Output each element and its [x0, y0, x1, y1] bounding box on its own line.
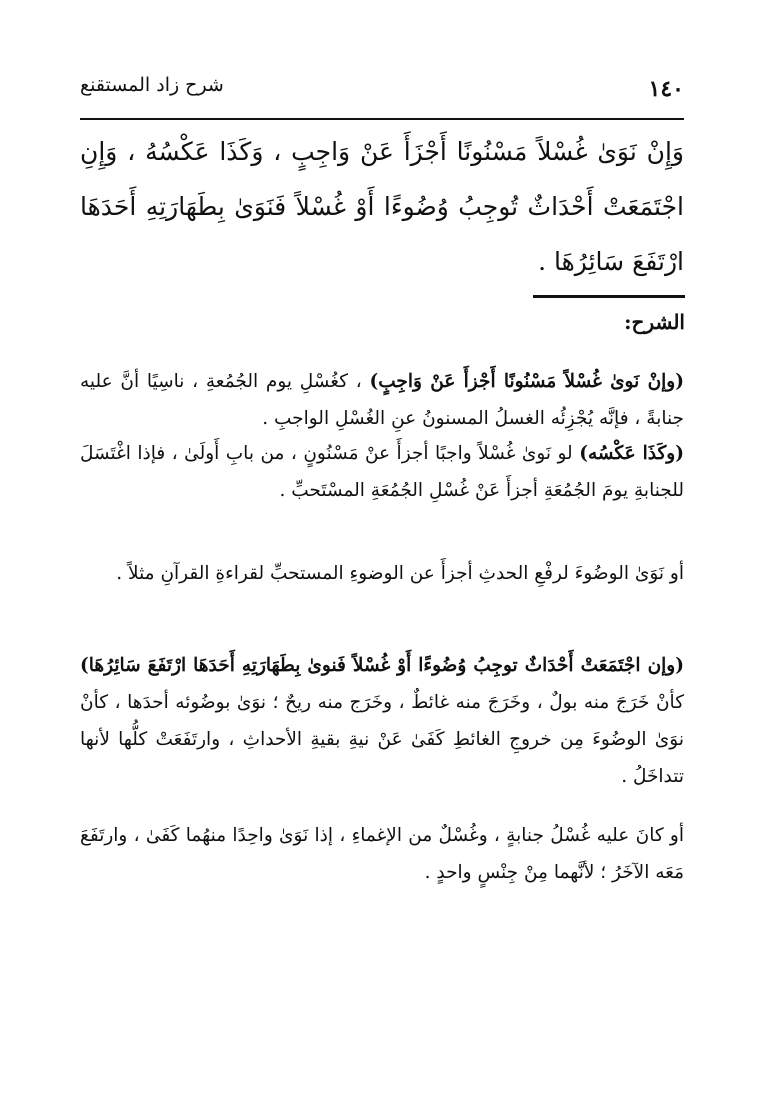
commentary-text: لو نَوىٰ غُسْلاً واجبًا أجزأَ عنْ مَسْنُونٍ ، من بابِ أَولَىٰ ، فإذا اغْتَسَلَ للجنابةِ يومَ الجُمُعَةِ أجزأَ عَنْ غُسْلِ الجُمُعَةِ المسْتَحبِّ .	[80, 443, 684, 501]
matn-quote: (وكَذَا عَكْسُه)	[579, 443, 684, 464]
sharh-heading: الشرح:	[624, 310, 685, 334]
page-number: ١٤٠	[648, 76, 684, 102]
matn-quote: (وإنْ نَوىٰ غُسْلاً مَسْنُونًا أَجْزأَ عَنْ وَاجِبٍ)	[369, 371, 684, 392]
commentary-text: أو نَوَىٰ الوضُوءَ لرفْعِ الحدثِ أجزأَ عن الوضوءِ المستحبِّ لقراءةِ القرآنِ مثلاً .	[116, 563, 684, 584]
commentary-paragraph	[80, 555, 684, 592]
header-rule	[80, 118, 684, 120]
commentary-text: كأنْ خَرَجَ منه بولٌ ، وخَرَجَ منه غائطٌ ، وخَرَج منه ريحٌ ؛ نوَىٰ بوضُوئه أحدَها ، كأنْ نوَىٰ الوضُوءَ مِن خروجِ الغائطِ كَفَىٰ عَنْ نيةِ بقيةِ الأحداثِ ، وارتَفَعَتْ كلُّها لأنها تتداخَلُ .	[80, 692, 684, 787]
commentary-paragraph	[80, 363, 684, 437]
matn-quote: (وإن اجْتَمَعَتْ أَحْدَاثٌ توجِبُ وُضُوءًا أَوْ غُسْلاً فَنوىٰ بِطَهَارَتِهِ أَحَدَهَا ارْتَفَعَ سَائِرُهَا)	[80, 655, 684, 676]
matn-text: وَإِنْ نَوَىٰ غُسْلاً مَسْنُونًا أَجْزَأَ عَنْ وَاجِبٍ ، وَكَذَا عَكْسُهُ ، وَإِنِ اجْتَمَعَتْ أَحْدَاثٌ تُوجِبُ وُضُوءًا أَوْ غُسْلاً فَنَوَىٰ بِطَهَارَتِهِ أَحَدَهَا ارْتَفَعَ سَائِرُهَا .	[80, 137, 684, 276]
commentary-paragraph	[80, 647, 684, 795]
running-title: شرح زاد المستقنع	[80, 74, 224, 96]
commentary-text: ، كغُسْلِ يوم الجُمُعةِ ، ناسِيًا أنَّ عليه جنابةً ، فإنَّه يُجْزِئُه الغسلُ المسنونُ عنِ الغُسْلِ الواجبِ .	[80, 371, 684, 429]
commentary-paragraph	[80, 817, 684, 891]
running-header	[80, 68, 684, 108]
section-separator	[533, 295, 685, 298]
commentary-paragraph	[80, 435, 684, 509]
commentary-text: أو كانَ عليه غُسْلُ جنابةٍ ، وغُسْلٌ من الإغماءِ ، إذا نَوَىٰ واحِدًا منهُما كَفَىٰ ، وارتَفَعَ مَعَه الآخَرُ ؛ لأنَّهما مِنْ جِنْسٍ واحدٍ .	[80, 825, 684, 883]
